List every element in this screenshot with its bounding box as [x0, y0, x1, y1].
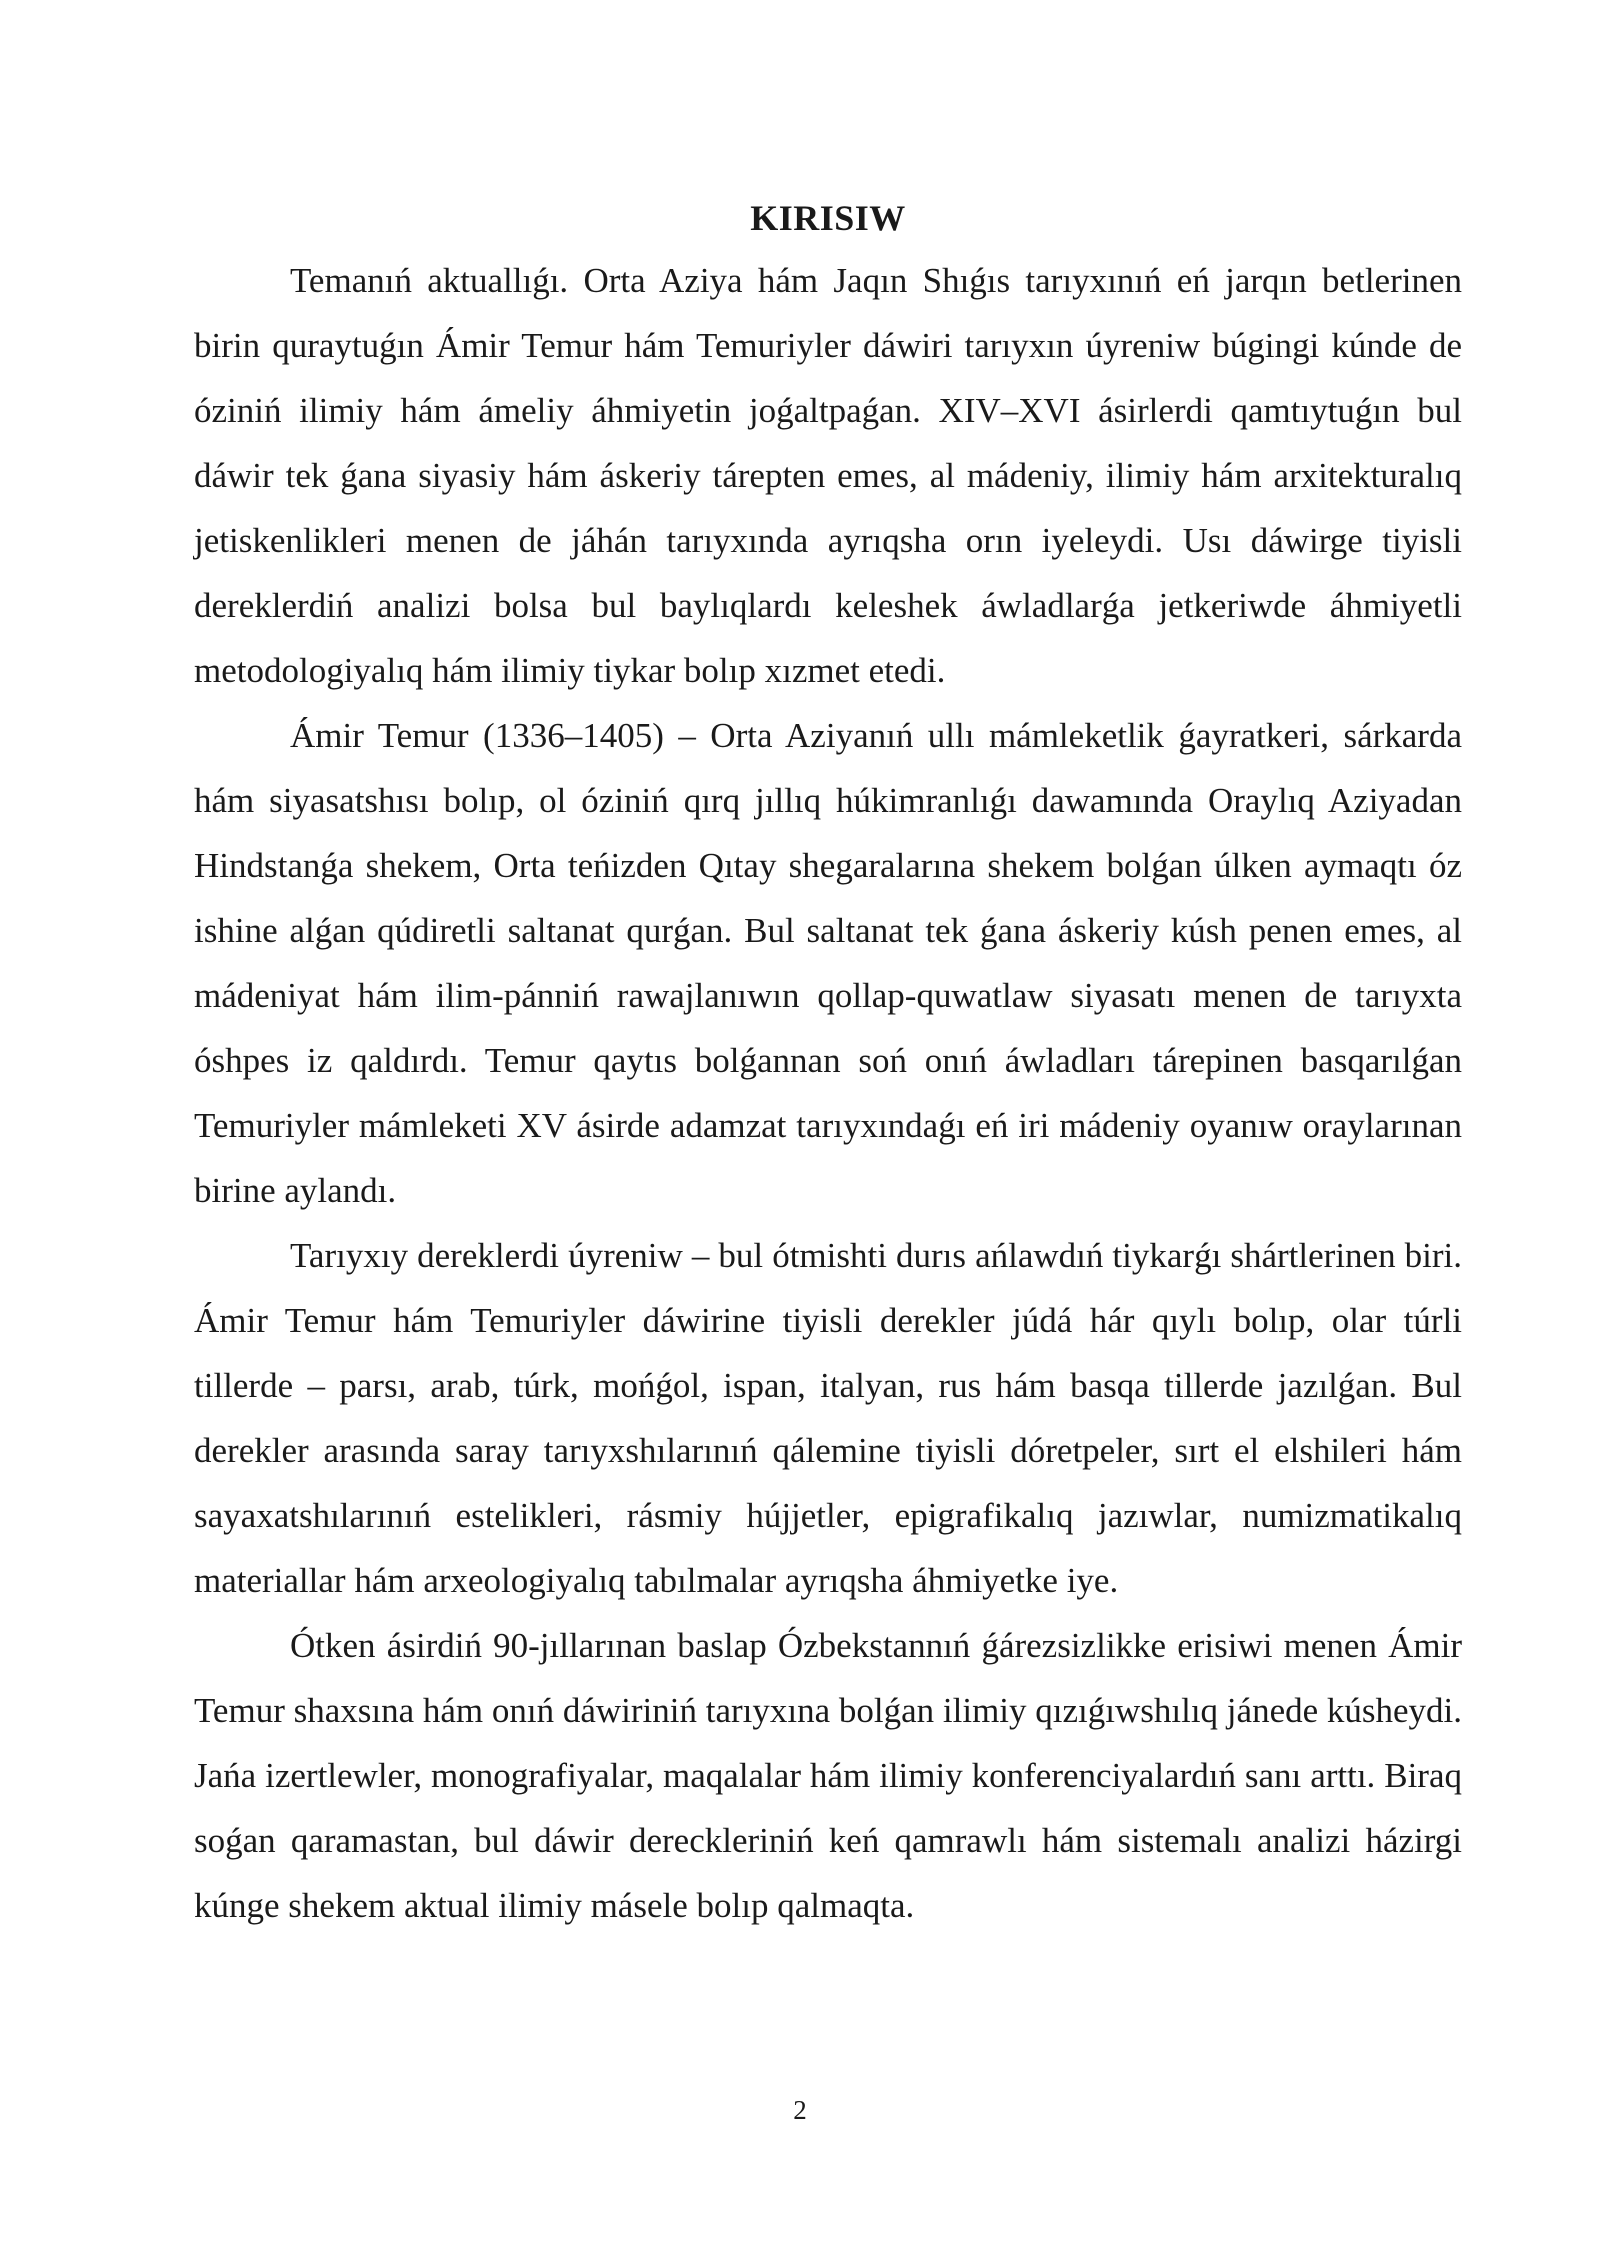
paragraph-sources: Tarıyxıy dereklerdi úyreniw – bul ótmishti durıs ańlawdıń tiykarǵı shártlerinen biri. Ámir Temur hám Temuriyler dáwirine tiyisli derekler júdá hár qıylı bolıp, olar túrli tillerde – parsı, arab, túrk, mońǵol, ispan, italyan, rus hám basqa tillerde jazılǵan. Bul derekler arasında saray tarıyxshılarınıń qálemine tiyisli dóretpeler, sırt el elshileri hám sayaxatshılarınıń estelikleri, rásmiy hújjetler, epigrafikalıq jazıwlar, numizmatikalıq materiallar hám arxeologiyalıq tabılmalar ayrıqsha áhmiyetke iye.	[194, 1236, 1462, 1600]
page-body	[194, 188, 1462, 1938]
paragraph-independence: Ótken ásirdiń 90-jıllarınan baslap Ózbekstannıń ǵárezsizlikke erisiwi menen Ámir Temur shaxsına hám onıń dáwiriniń tarıyxına bolǵan ilimiy qızıǵıwshılıq jánede kúsheydi. Jańa izertlewler, monografiyalar, maqalalar hám ilimiy konferenciyalardıń sanı arttı. Biraq soǵan qaramastan, bul dáwir dereckleriniń keń qamrawlı hám sistemalı analizi házirgi kúnge shekem aktual ilimiy másele bolıp qalmaqta.	[194, 1626, 1463, 1925]
paragraph-relevance: Temanıń aktuallıǵı. Orta Aziya hám Jaqın Shıǵıs tarıyxınıń eń jarqın betlerinen birin quraytuǵın Ámir Temur hám Temuriyler dáwiri tarıyxın úyreniw búgingi kúnde de óziniń ilimiy hám ámeliy áhmiyetin joǵaltpaǵan. XIV–XVI ásirlerdi qamtıytuǵın bul dáwir tek ǵana siyasiy hám áskeriy tárepten emes, al mádeniy, ilimiy hám arxitekturalıq jetiskenlikleri menen de jáhán tarıyxında ayrıqsha orın iyeleydi. Usı dáwirge tiyisli dereklerdiń analizi bolsa bul baylıqlardı keleshek áwladlarǵa jetkeriwde áhmiyetli metodologiyalıq hám ilimiy tiykar bolıp xızmet etedi.	[194, 261, 1462, 690]
page-number: 2	[793, 2095, 807, 2125]
section-heading: KIRISIW	[750, 198, 906, 238]
paragraph-amir-temur: Ámir Temur (1336–1405) – Orta Aziyanıń ullı mámleketlik ǵayratkeri, sárkarda hám siyasatshısı bolıp, ol óziniń qırq jıllıq húkimranlıǵı dawamında Oraylıq Aziyadan Hindstanǵa shekem, Orta teńizden Qıtay shegaralarına shekem bolǵan úlken aymaqtı óz ishine alǵan qúdiretli saltanat qurǵan. Bul saltanat tek ǵana áskeriy kúsh penen emes, al mádeniyat hám ilim-pánniń rawajlanıwın qollap-quwatlaw siyasatı menen de tarıyxta óshpes iz qaldırdı. Temur qaytıs bolǵannan soń onıń áwladları tárepinen basqarılǵan Temuriyler mámleketi XV ásirde adamzat tarıyxındaǵı eń iri mádeniy oyanıw oraylarınan birine aylandı.	[194, 716, 1462, 1210]
